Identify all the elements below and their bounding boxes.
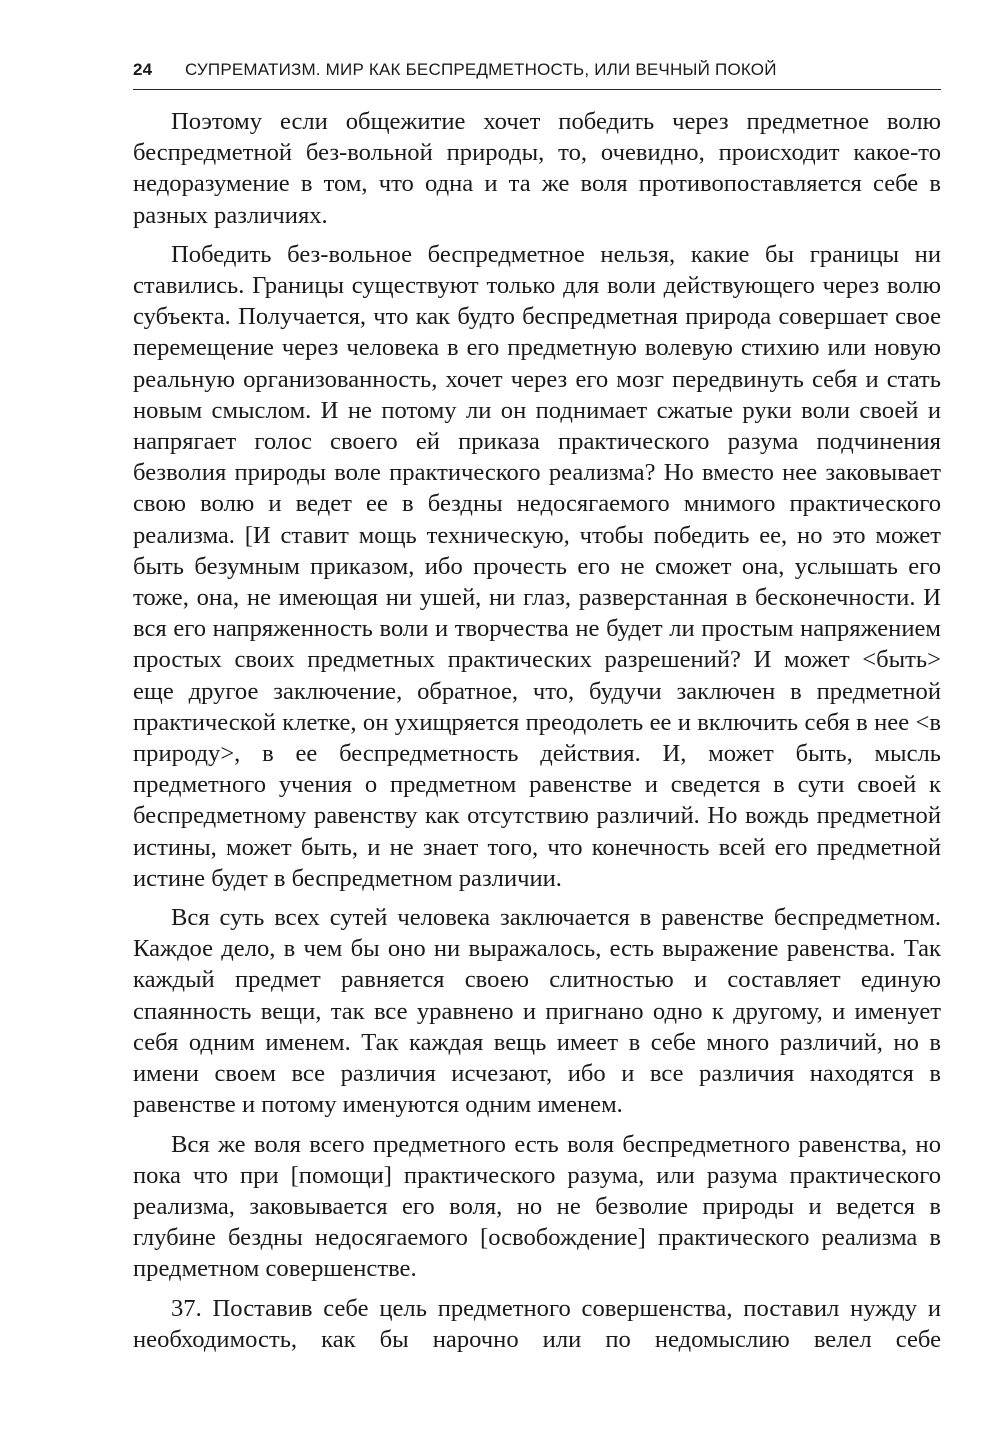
body-text — [133, 106, 941, 1355]
paragraph: Вся суть всех сутей человека заключается в равенстве беспредметном. Каждое дело, в чем бы оно ни выражалось, есть выражение равенства. Так каждый предмет равняется своею слитностью и составляет единую спаянность вещи, так все уравнено и пригнано одно к другому, и именует себя одним именем. Так каждая вещь имеет в себе много различий, но в имени своем все различия исчезают, ибо и все различия находятся в равенстве и потому именуются одним именем. — [133, 904, 941, 1119]
running-header — [133, 60, 941, 90]
running-title: СУПРЕМАТИЗМ. МИР КАК БЕСПРЕДМЕТНОСТЬ, ИЛИ ВЕЧНЫЙ ПОКОЙ — [185, 60, 777, 79]
paragraph: Вся же воля всего предметного есть воля беспредметного равенства, но пока что при [помощи] практического разума, или разума практического реализма, заковывается его воля, но не безволие природы и ведется в глубине бездны недосягаемого [освобождение] практического реализма в предметном совершенстве. — [133, 1130, 941, 1283]
paragraph: Победить без-вольное беспредметное нельзя, какие бы границы ни ставились. Границы существуют только для воли действующего через волю субъекта. Получается, что как будто беспредметная природа совершает свое перемещение через человека в его предметную волевую стихию или новую реальную организованность, хочет через его мозг передвинуть себя и стать новым смыслом. И не потому ли он поднимает сжатые руки воли своей и напрягает голос своего ей приказа практического разума подчинения безволия природы воле практического реализма? Но вместо нее заковывает свою волю и ведет ее в бездны недосягаемого мнимого практического реализма. [И ставит мощь техническую, чтобы победить ее, но это может быть безумным приказом, ибо прочесть его не сможет она, услышать его тоже, она, не имеющая ни ушей, ни глаз, разверстанная в бесконечности. И вся его напряженность воли и творчества не будет ли простым напряжением простых своих предметных практических разрешений? И может <быть> еще другое заключение, обратное, что, будучи заключен в предметной практической клетке, он ухищряется преодолеть ее и включить себя в нее <в природу>, в ее беспредметность действия. И, может быть, мысль предметного учения о предметном равенстве и сведется в сути своей к беспредметному равенству как отсутствию различий. Но вождь предметной истины, может быть, и не знает того, что конечность всей его предметной истине будет в беспредметном различии. — [133, 240, 941, 892]
book-page — [133, 60, 941, 1363]
paragraph: Поэтому если общежитие хочет победить через предметное волю беспредметной без-вольной природы, то, очевидно, происходит какое-то недоразумение в том, что одна и та же воля противопоставляется себе в разных различиях. — [133, 108, 941, 229]
page-number: 24 — [133, 60, 153, 79]
paragraph: 37. Поставив себе цель предметного совершенства, поставил нужду и необходимость, как бы нарочно или по недомыслию велел себе — [133, 1294, 941, 1353]
